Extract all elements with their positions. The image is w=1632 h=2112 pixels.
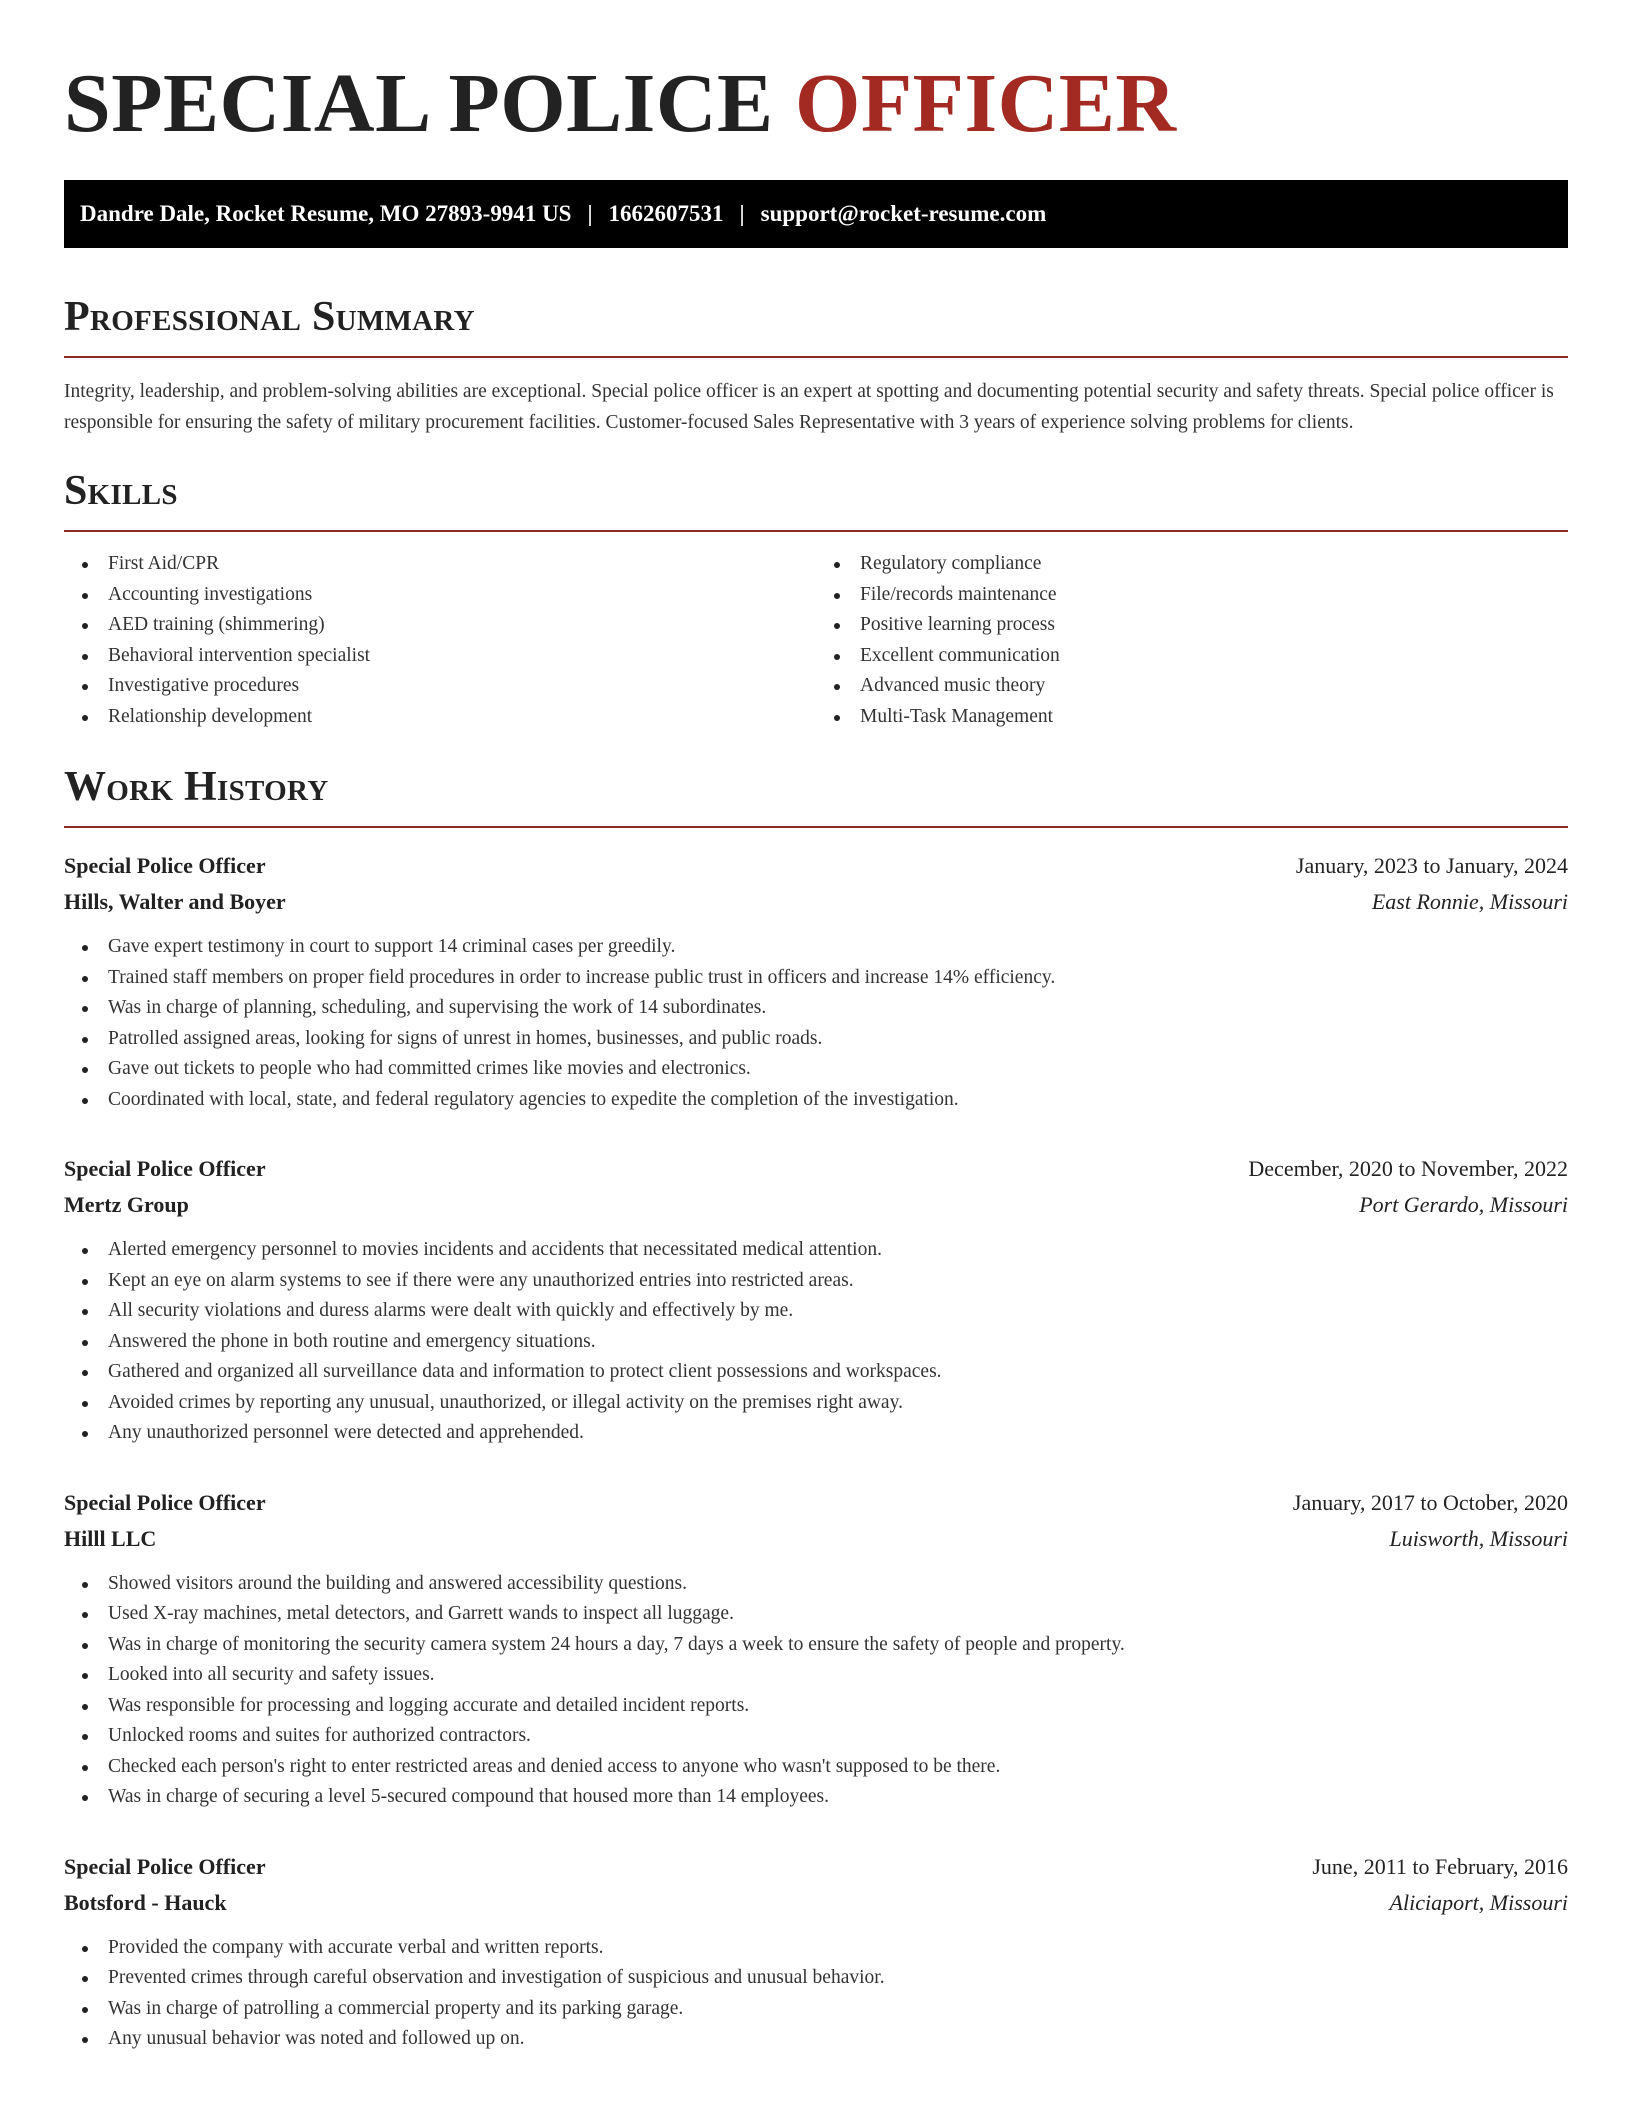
skill-item: Positive learning process bbox=[860, 610, 1568, 641]
job-header-row bbox=[64, 1849, 1568, 1885]
job-bullet: Trained staff members on proper field procedures in order to increase public trust in officers and increase 14% efficiency. bbox=[108, 963, 1568, 994]
job-location: Port Gerardo, Missouri bbox=[1359, 1192, 1568, 1217]
job-company: Hilll LLC bbox=[64, 1525, 157, 1551]
job-bullet: Gave out tickets to people who had committed crimes like movies and electronics. bbox=[108, 1054, 1568, 1085]
job-bullet: Looked into all security and safety issues. bbox=[108, 1660, 1568, 1691]
job-dates: January, 2017 to October, 2020 bbox=[1292, 1489, 1568, 1515]
skills-heading: Skills bbox=[64, 468, 178, 514]
job-bullet: Any unauthorized personnel were detected and apprehended. bbox=[108, 1418, 1568, 1449]
skill-item: File/records maintenance bbox=[860, 580, 1568, 611]
job-bullet: Any unusual behavior was noted and followed up on. bbox=[108, 2024, 1568, 2055]
section-divider bbox=[64, 530, 1568, 532]
job-location: Aliciaport, Missouri bbox=[1389, 1889, 1568, 1915]
skills-column-right bbox=[816, 549, 1568, 732]
job-bullet: Gathered and organized all surveillance data and information to protect client possessions and workspaces. bbox=[108, 1357, 1568, 1388]
skill-item: Accounting investigations bbox=[108, 580, 816, 611]
job-dates: June, 2011 to February, 2016 bbox=[1312, 1853, 1568, 1879]
job-title: Special Police Officer bbox=[64, 853, 266, 878]
job-company: Botsford - Hauck bbox=[64, 1889, 227, 1915]
skill-item: Multi-Task Management bbox=[860, 702, 1568, 733]
job-bullets bbox=[64, 1933, 1568, 2055]
job-bullet: Showed visitors around the building and answered accessibility questions. bbox=[108, 1569, 1568, 1600]
job-location: Luisworth, Missouri bbox=[1389, 1525, 1568, 1551]
job-company: Hills, Walter and Boyer bbox=[64, 889, 286, 914]
job-subheader-row bbox=[64, 884, 1568, 920]
job-header-row bbox=[64, 848, 1568, 884]
job-entry bbox=[64, 1485, 1568, 1813]
job-title: Special Police Officer bbox=[64, 1489, 266, 1515]
job-entry bbox=[64, 848, 1568, 1115]
job-title: Special Police Officer bbox=[64, 1156, 266, 1181]
job-location: East Ronnie, Missouri bbox=[1371, 889, 1568, 914]
job-bullet: Prevented crimes through careful observation and investigation of suspicious and unusual behavior. bbox=[108, 1963, 1568, 1994]
job-bullet: Was in charge of patrolling a commercial property and its parking garage. bbox=[108, 1994, 1568, 2025]
contact-phone: 1662607531 bbox=[608, 201, 724, 226]
skill-item: Advanced music theory bbox=[860, 671, 1568, 702]
skill-item: Investigative procedures bbox=[108, 671, 816, 702]
job-bullet: Avoided crimes by reporting any unusual, unauthorized, or illegal activity on the premises right away. bbox=[108, 1388, 1568, 1419]
summary-text: Integrity, leadership, and problem-solving abilities are exceptional. Special police officer is an expert at spotting and documenting potential security and safety threats. Special police officer is responsible for ensuring the safety of military procurement facilities. Customer-focused Sales Representative with 3 years of experience solving problems for clients. bbox=[64, 381, 1554, 433]
job-bullet: Unlocked rooms and suites for authorized contractors. bbox=[108, 1721, 1568, 1752]
job-bullets bbox=[64, 932, 1568, 1115]
job-company: Mertz Group bbox=[64, 1192, 189, 1217]
section-divider bbox=[64, 826, 1568, 828]
title-main: SPECIAL POLICE bbox=[64, 57, 796, 150]
job-subheader-row bbox=[64, 1885, 1568, 1921]
skill-item: First Aid/CPR bbox=[108, 549, 816, 580]
job-bullet: Provided the company with accurate verbal and written reports. bbox=[108, 1933, 1568, 1964]
job-bullet: Alerted emergency personnel to movies incidents and accidents that necessitated medical attention. bbox=[108, 1235, 1568, 1266]
job-bullet: All security violations and duress alarms were dealt with quickly and effectively by me. bbox=[108, 1296, 1568, 1327]
job-bullet: Checked each person's right to enter restricted areas and denied access to anyone who wasn't supposed to be there. bbox=[108, 1752, 1568, 1783]
job-bullet: Patrolled assigned areas, looking for signs of unrest in homes, businesses, and public roads. bbox=[108, 1024, 1568, 1055]
job-bullet: Gave expert testimony in court to support 14 criminal cases per greedily. bbox=[108, 932, 1568, 963]
job-bullet: Answered the phone in both routine and emergency situations. bbox=[108, 1327, 1568, 1358]
job-title: Special Police Officer bbox=[64, 1853, 266, 1879]
job-subheader-row bbox=[64, 1521, 1568, 1557]
skill-item: Relationship development bbox=[108, 702, 816, 733]
job-bullets bbox=[64, 1569, 1568, 1813]
skill-item: AED training (shimmering) bbox=[108, 610, 816, 641]
skill-item: Regulatory compliance bbox=[860, 549, 1568, 580]
job-bullet: Was in charge of monitoring the security camera system 24 hours a day, 7 days a week to ensure the safety of people and property. bbox=[108, 1630, 1568, 1661]
job-subheader-row bbox=[64, 1187, 1568, 1223]
contact-separator: | bbox=[739, 201, 745, 226]
contact-address: Dandre Dale, Rocket Resume, MO 27893-9941 US bbox=[80, 201, 572, 226]
job-bullet: Was in charge of securing a level 5-secured compound that housed more than 14 employees. bbox=[108, 1782, 1568, 1813]
job-bullet: Was responsible for processing and logging accurate and detailed incident reports. bbox=[108, 1691, 1568, 1722]
contact-email: support@rocket-resume.com bbox=[760, 201, 1047, 226]
summary-heading: Professional Summary bbox=[64, 294, 475, 340]
work-history-heading: Work History bbox=[64, 764, 329, 810]
skills-section bbox=[64, 466, 1568, 732]
job-bullet: Used X-ray machines, metal detectors, and Garrett wands to inspect all luggage. bbox=[108, 1599, 1568, 1630]
skill-item: Behavioral intervention specialist bbox=[108, 641, 816, 672]
section-divider bbox=[64, 356, 1568, 358]
resume-title bbox=[64, 0, 1568, 150]
job-header-row bbox=[64, 1151, 1568, 1187]
summary-section bbox=[64, 292, 1568, 438]
job-dates: December, 2020 to November, 2022 bbox=[1248, 1156, 1568, 1181]
skills-column-left bbox=[64, 549, 816, 732]
job-entry bbox=[64, 1151, 1568, 1449]
job-bullet: Was in charge of planning, scheduling, and supervising the work of 14 subordinates. bbox=[108, 993, 1568, 1024]
skills-grid bbox=[64, 549, 1568, 732]
job-bullets bbox=[64, 1235, 1568, 1449]
title-accent: OFFICER bbox=[795, 57, 1177, 150]
job-header-row bbox=[64, 1485, 1568, 1521]
contact-bar bbox=[64, 180, 1568, 248]
work-history-section bbox=[64, 762, 1568, 2055]
job-bullet: Kept an eye on alarm systems to see if there were any unauthorized entries into restricted areas. bbox=[108, 1266, 1568, 1297]
job-entry bbox=[64, 1849, 1568, 2055]
contact-separator: | bbox=[587, 201, 593, 226]
skill-item: Excellent communication bbox=[860, 641, 1568, 672]
job-dates: January, 2023 to January, 2024 bbox=[1295, 853, 1568, 878]
job-bullet: Coordinated with local, state, and federal regulatory agencies to expedite the completion of the investigation. bbox=[108, 1085, 1568, 1116]
